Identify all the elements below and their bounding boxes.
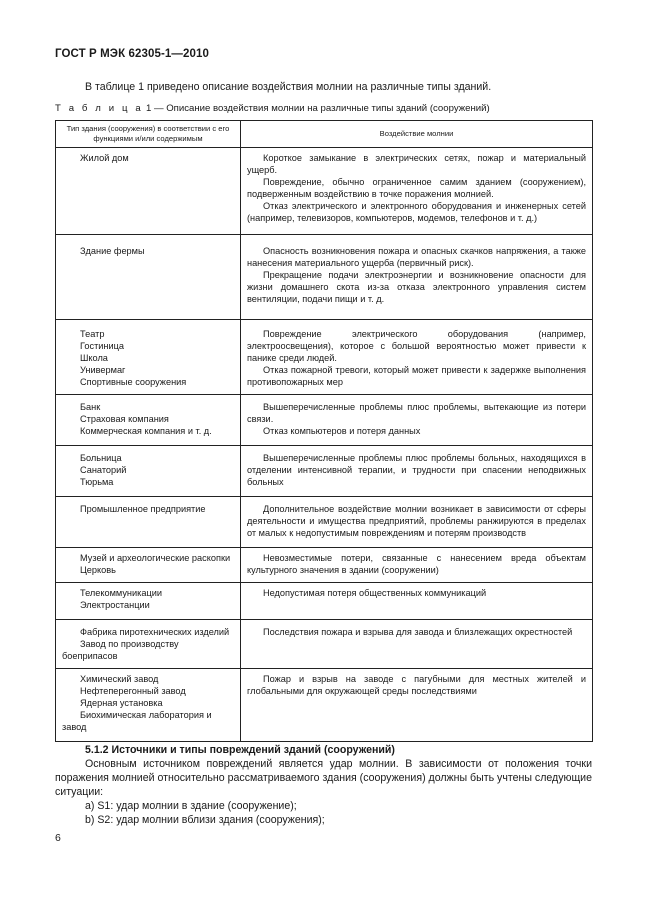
building-type-cell — [56, 669, 241, 742]
building-type-cell — [56, 320, 241, 395]
section-5-1-2 — [55, 743, 592, 827]
table-row — [56, 548, 593, 583]
building-type-cell — [56, 583, 241, 620]
effect-paragraph: Отказ пожарной тревоги, который может привести к задержке выполнения противопожарных мер — [247, 365, 586, 387]
table-row — [56, 320, 593, 395]
building-type: Санаторий — [80, 465, 127, 475]
building-type-cell — [56, 235, 241, 320]
lightning-effect-cell — [241, 235, 593, 320]
lightning-effect-cell — [241, 148, 593, 235]
lightning-effect-cell — [241, 548, 593, 583]
building-type-cell — [56, 497, 241, 548]
building-type: Страховая компания — [80, 414, 169, 424]
building-type-cell — [56, 548, 241, 583]
document-header: ГОСТ Р МЭК 62305-1—2010 — [55, 48, 209, 60]
building-type: Химический завод — [80, 674, 159, 684]
table-row — [56, 148, 593, 235]
column-header-building-type: Тип здания (сооружения) в соответствии с его функциями и/или содержимым — [56, 121, 241, 148]
effect-paragraph: Вышеперечисленные проблемы плюс проблемы, вытекающие из потери связи. — [247, 402, 586, 424]
building-type: Банк — [80, 402, 101, 412]
building-type: Нефтеперегонный завод — [80, 686, 186, 696]
intro-paragraph: В таблице 1 приведено описание воздействия молнии на различные типы зданий. — [85, 81, 492, 93]
table-row — [56, 583, 593, 620]
lightning-effect-cell — [241, 395, 593, 446]
column-header-lightning-effect: Воздействие молнии — [241, 121, 593, 148]
table-body — [56, 148, 593, 742]
lightning-effect-cell — [241, 320, 593, 395]
building-type: Электростанции — [80, 600, 150, 610]
table-caption — [55, 103, 595, 114]
list-item-s1: a) S1: удар молнии в здание (сооружение); — [85, 800, 297, 812]
building-type-cell — [56, 620, 241, 669]
building-type: Гостиница — [80, 341, 124, 351]
building-type: Коммерческая компания и т. д. — [80, 426, 212, 436]
building-type: Биохимическая лаборатория и завод — [62, 710, 212, 732]
effect-paragraph: Опасность возникновения пожара и опасных скачков напряжения, а также нанесения материального ущерба (первичный риск). — [247, 246, 586, 268]
effect-paragraph: Отказ электрического и электронного оборудования и инженерных сетей (например, телевизоров, компьютеров, модемов, телефонов и т. д.) — [247, 201, 586, 223]
effect-paragraph: Повреждение электрического оборудования (например, электроосвещения), которое с большой вероятностью может привести к панике среди людей. — [247, 329, 586, 363]
table-row — [56, 446, 593, 497]
lightning-effect-cell — [241, 446, 593, 497]
table-row — [56, 497, 593, 548]
building-type: Музей и археологические раскопки — [80, 553, 231, 563]
building-type: Спортивные сооружения — [80, 377, 187, 387]
effect-paragraph: Дополнительное воздействие молнии возникает в зависимости от сферы деятельности и имущества предприятий, проблемы ранжируются в пределах от малых к недопустимым повреждениям и потерям производств — [247, 504, 586, 538]
effect-paragraph: Пожар и взрыв на заводе с пагубными для местных жителей и глобальными для окружающей среды последствиями — [247, 674, 586, 696]
building-type: Здание фермы — [80, 246, 145, 256]
building-type-cell — [56, 446, 241, 497]
building-type-cell — [56, 395, 241, 446]
lightning-effects-table — [55, 120, 593, 742]
lightning-effect-cell — [241, 583, 593, 620]
building-type: Больница — [80, 453, 122, 463]
table-caption-prefix: Т а б л и ц а — [55, 103, 144, 114]
table-header-row — [56, 121, 593, 148]
table-row — [56, 395, 593, 446]
effect-paragraph: Отказ компьютеров и потеря данных — [263, 426, 421, 436]
section-heading: 5.1.2 Источники и типы повреждений зданий (сооружений) — [85, 744, 395, 756]
building-type: Завод по производству боеприпасов — [62, 639, 179, 661]
table-row — [56, 235, 593, 320]
building-type: Театр — [80, 329, 105, 339]
table-caption-text: 1 — Описание воздействия молнии на различные типы зданий (сооружений) — [143, 103, 490, 114]
table-row — [56, 620, 593, 669]
building-type: Тюрьма — [80, 477, 114, 487]
effect-paragraph: Последствия пожара и взрыва для завода и близлежащих окрестностей — [263, 627, 573, 637]
building-type: Жилой дом — [80, 153, 129, 163]
effect-paragraph: Вышеперечисленные проблемы плюс проблемы больных, находящихся в отделении интенсивной терапии, и трудности при спасении неподвижных больных — [247, 453, 586, 487]
lightning-effect-cell — [241, 620, 593, 669]
building-type: Ядерная установка — [80, 698, 163, 708]
building-type: Фабрика пиротехнических изделий — [80, 627, 230, 637]
effect-paragraph: Короткое замыкание в электрических сетях, пожар и материальный ущерб. — [247, 153, 586, 175]
section-paragraph: Основным источником повреждений является удар молнии. В зависимости от положения точки поражения молнией относительно рассматриваемого здания (сооружения) должны быть учтены следующие ситуации: — [55, 758, 592, 798]
effect-paragraph: Невозместимые потери, связанные с нанесением вреда объектам культурного значения в здании (сооружении) — [247, 553, 586, 575]
effect-paragraph: Недопустимая потеря общественных коммуникаций — [263, 588, 487, 598]
building-type: Церковь — [80, 565, 116, 575]
lightning-effect-cell — [241, 497, 593, 548]
building-type-cell — [56, 148, 241, 235]
table-row — [56, 669, 593, 742]
effect-paragraph: Прекращение подачи электроэнергии и возникновение опасности для жизни домашнего скота из-за отказа электронного управления систем вентиляции, подачи пищи и т. д. — [247, 270, 586, 304]
list-item-s2: b) S2: удар молнии вблизи здания (сооружения); — [85, 814, 325, 826]
lightning-effect-cell — [241, 669, 593, 742]
building-type: Школа — [80, 353, 108, 363]
building-type: Универмаг — [80, 365, 126, 375]
page-number: 6 — [55, 832, 61, 844]
effect-paragraph: Повреждение, обычно ограниченное самим зданием (сооружением), подверженным воздействию в точке поражения молнией. — [247, 177, 586, 199]
building-type: Промышленное предприятие — [80, 504, 206, 514]
building-type: Телекоммуникации — [80, 588, 162, 598]
